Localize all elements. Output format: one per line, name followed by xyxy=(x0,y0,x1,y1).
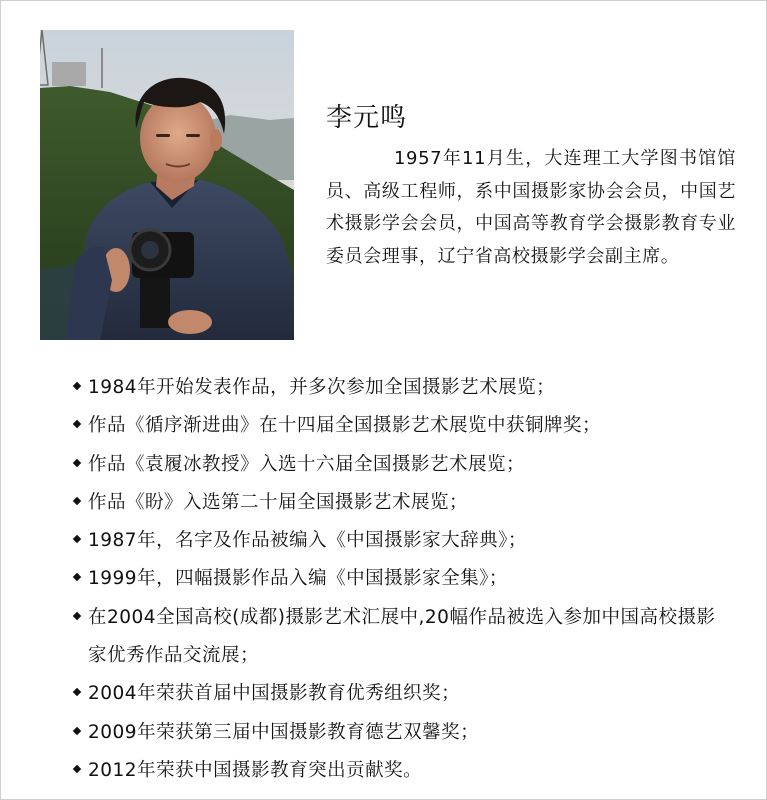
diamond-bullet-icon xyxy=(73,688,81,696)
right-eye xyxy=(186,134,200,137)
diamond-bullet-icon xyxy=(73,497,81,505)
list-item xyxy=(74,599,734,676)
diamond-bullet-icon xyxy=(73,726,81,734)
list-item-text: 作品《循序渐进曲》在十四届全国摄影艺术展览中获铜牌奖； xyxy=(88,415,602,437)
diamond-bullet-icon xyxy=(73,573,81,581)
achievements-list xyxy=(74,369,734,790)
person-name: 李元鸣 xyxy=(326,103,408,133)
list-item xyxy=(74,714,734,752)
diamond-bullet-icon xyxy=(73,382,81,390)
list-item xyxy=(74,560,734,598)
portrait-photo xyxy=(40,30,294,340)
diamond-bullet-icon xyxy=(73,535,81,543)
list-item-text: 1999年，四幅摄影作品入编《中国摄影家全集》； xyxy=(88,568,508,590)
list-item xyxy=(74,369,734,407)
list-item-text: 在2004全国高校(成都)摄影艺术汇展中,20幅作品被选入参加中国高校摄影家优秀作品交流展； xyxy=(88,606,716,667)
list-item-text: 作品《盼》入选第二十届全国摄影艺术展览； xyxy=(88,491,469,513)
camera-glass xyxy=(141,241,159,259)
diamond-bullet-icon xyxy=(73,765,81,773)
list-item xyxy=(74,407,734,445)
building xyxy=(52,62,86,86)
intro-paragraph: 1957年11月生，大连理工大学图书馆馆员、高级工程师，系中国摄影家协会会员，中国艺术摄影学会会员，中国高等教育学会摄影教育专业委员会理事，辽宁省高校摄影学会副主席。 xyxy=(326,148,736,267)
diamond-bullet-icon xyxy=(73,458,81,466)
list-item-text: 2004年荣获首届中国摄影教育优秀组织奖； xyxy=(88,683,461,705)
ear xyxy=(210,129,222,151)
list-item xyxy=(74,484,734,522)
list-item-text: 1987年，名字及作品被编入《中国摄影家大辞典》； xyxy=(88,530,527,552)
list-item-text: 2009年荣获第三届中国摄影教育德艺双馨奖； xyxy=(88,721,480,743)
list-item-text: 2012年荣获中国摄影教育突出贡献奖。 xyxy=(88,759,423,781)
list-item xyxy=(74,752,734,790)
list-item xyxy=(74,675,734,713)
diamond-bullet-icon xyxy=(73,612,81,620)
list-item xyxy=(74,522,734,560)
diamond-bullet-icon xyxy=(73,420,81,428)
camera-grip xyxy=(140,278,170,328)
list-item-text: 1984年开始发表作品，并多次参加全国摄影艺术展览； xyxy=(88,377,556,398)
list-item xyxy=(74,446,734,484)
right-hand xyxy=(168,310,212,334)
portrait-illustration xyxy=(40,30,294,340)
list-item-text: 作品《袁履冰教授》入选十六届全国摄影艺术展览； xyxy=(88,453,526,475)
left-eye xyxy=(156,134,170,137)
